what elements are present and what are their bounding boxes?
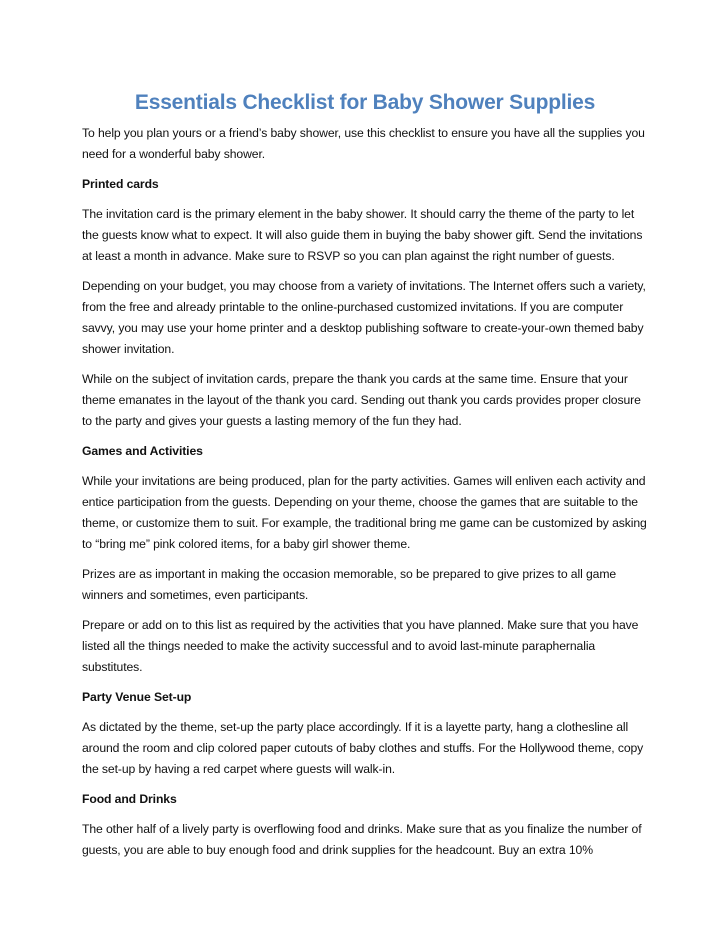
paragraph: Prepare or add on to this list as required by the activities that you have planned. Make sure that you have listed all the things needed to make the activity successful and to avoid last-minute paraphernalia substitutes. <box>82 618 639 674</box>
paragraph: As dictated by the theme, set-up the party place accordingly. If it is a layette party, hang a clothesline all around the room and clip colored paper cutouts of baby clothes and stuffs. For the Hollywood theme, copy the set-up by having a red carpet where guests will walk-in. <box>82 720 644 776</box>
section-heading-party-venue: Party Venue Set-up <box>82 690 192 704</box>
document-title: Essentials Checklist for Baby Shower Supplies <box>134 91 596 114</box>
paragraph: While your invitations are being produced, plan for the party activities. Games will enliven each activity and entice participation from the guests. Depending on your theme, choose the games that are suitable to the theme, or customize them to suit. For example, the traditional bring me game can be customized by asking to “bring me” pink colored items, for a baby girl shower theme. <box>82 474 647 551</box>
section-heading-printed-cards: Printed cards <box>82 177 159 191</box>
section-heading-food-drinks: Food and Drinks <box>82 792 177 806</box>
paragraph: The other half of a lively party is overflowing food and drinks. Make sure that as you finalize the number of guests, you are able to buy enough food and drink supplies for the headcount. Buy an extra 10% <box>82 822 642 857</box>
paragraph: The invitation card is the primary element in the baby shower. It should carry the theme of the party to let the guests know what to expect. It will also guide them in buying the baby shower gift. Send the invitations at least a month in advance. Make sure to RSVP so you can plan against the right number of guests. <box>82 207 643 263</box>
paragraph: Prizes are as important in making the occasion memorable, so be prepared to give prizes to all game winners and sometimes, even participants. <box>82 567 617 602</box>
paragraph: Depending on your budget, you may choose from a variety of invitations. The Internet offers such a variety, from the free and already printable to the online-purchased customized invitations. If you are computer savvy, you may use your home printer and a desktop publishing software to create-your-own themed baby shower invitation. <box>82 279 646 356</box>
paragraph: While on the subject of invitation cards, prepare the thank you cards at the same time. Ensure that your theme emanates in the layout of the thank you card. Sending out thank you cards provides proper closure to the party and gives your guests a lasting memory of the fun they had. <box>82 372 641 428</box>
document-page <box>82 88 648 870</box>
intro-paragraph: To help you plan yours or a friend’s baby shower, use this checklist to ensure you have all the supplies you need for a wonderful baby shower. <box>82 126 645 161</box>
section-heading-games-activities: Games and Activities <box>82 444 203 458</box>
